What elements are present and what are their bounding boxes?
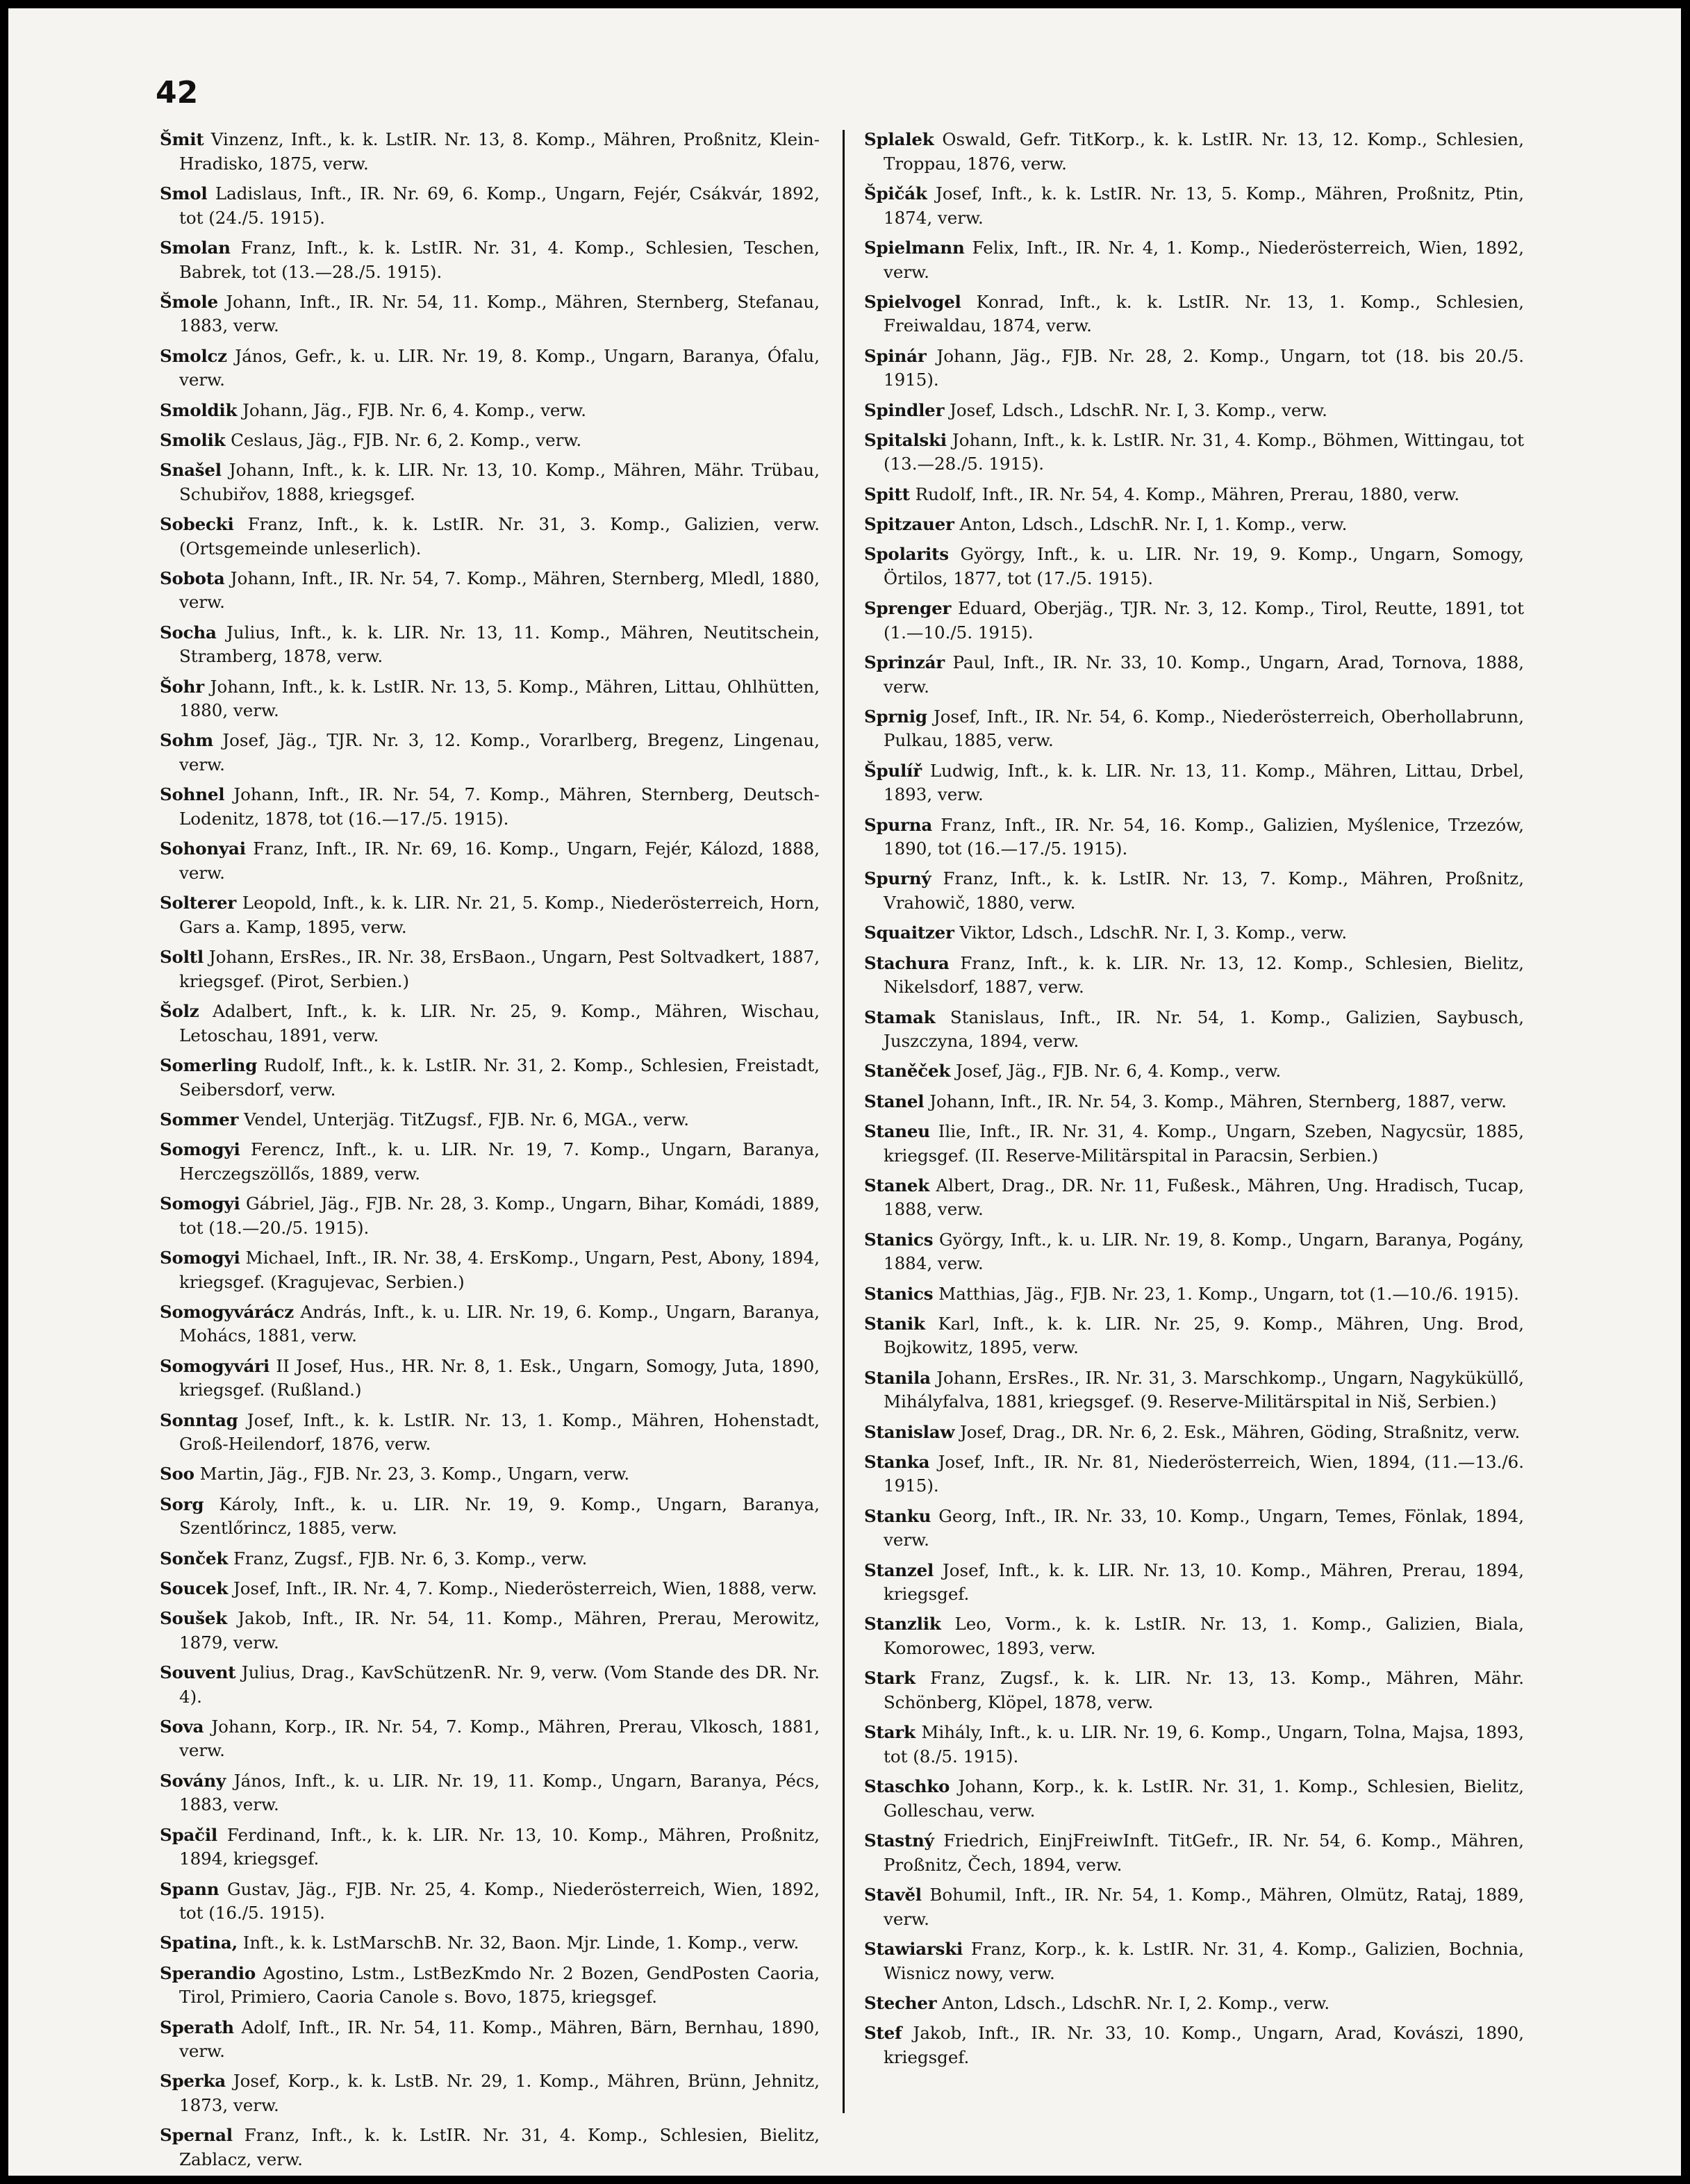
list-entry [160, 783, 820, 831]
entry-text: Franz, Korp., k. k. LstIR. Nr. 31, 4. Komp., Galizien, Bochnia, Wisnicz nowy, verw. [884, 1938, 1524, 1983]
entry-name: Spitalski [864, 429, 947, 450]
entry-text: Karl, Inft., k. k. LIR. Nr. 25, 9. Komp., Mähren, Ung. Brod, Bojkowitz, 1895, verw. [884, 1313, 1524, 1358]
list-entry [864, 1421, 1524, 1445]
entry-name: Smolan [160, 237, 231, 258]
list-entry [864, 1559, 1524, 1607]
list-entry [864, 1992, 1524, 2016]
left-column [160, 128, 820, 2178]
entry-text: Franz, Zugsf., k. k. LIR. Nr. 13, 13. Komp., Mähren, Mähr. Schönberg, Klöpel, 1878, verw. [884, 1668, 1524, 1713]
list-entry [864, 290, 1524, 338]
list-entry [864, 1059, 1524, 1084]
list-entry [864, 1090, 1524, 1114]
entry-name: Špičák [864, 183, 927, 204]
entry-text: Vendel, Unterjäg. TitZugsf., FJB. Nr. 6, MGA., verw. [243, 1109, 690, 1130]
list-entry [864, 1120, 1524, 1168]
list-entry [864, 1883, 1524, 1931]
list-entry [160, 458, 820, 506]
entry-name: Šmole [160, 291, 218, 312]
list-entry [160, 1577, 820, 1601]
list-entry [160, 945, 820, 993]
list-entry [160, 1962, 820, 2010]
entry-name: Sohnel [160, 784, 225, 805]
list-entry [160, 567, 820, 615]
list-entry [160, 675, 820, 723]
list-entry [864, 1450, 1524, 1498]
entry-text: Adalbert, Inft., k. k. LIR. Nr. 25, 9. Komp., Mähren, Wischau, Letoschau, 1891, verw. [179, 1001, 820, 1045]
page-number: 42 [156, 75, 199, 110]
entry-text: Johann, Korp., IR. Nr. 54, 7. Komp., Mähren, Prerau, Vlkosch, 1881, verw. [179, 1716, 820, 1761]
entry-name: Stecher [864, 1992, 937, 2013]
entry-name: Spitzauer [864, 513, 954, 534]
entry-name: Spurný [864, 868, 931, 889]
entry-text: Leo, Vorm., k. k. LstIR. Nr. 13, 1. Komp., Galizien, Biala, Komorowec, 1893, verw. [884, 1614, 1524, 1659]
entry-name: Stanila [864, 1367, 931, 1388]
entry-name: Stanzel [864, 1560, 934, 1580]
entry-name: Stastný [864, 1830, 934, 1851]
entry-text: Viktor, Ldsch., LdschR. Nr. I, 3. Komp., verw. [959, 923, 1348, 943]
entry-name: Somogyi [160, 1247, 240, 1268]
entry-text: Johann, Inft., k. k. LstIR. Nr. 13, 5. Komp., Mähren, Littau, Ohlhütten, 1880, verw. [179, 676, 820, 721]
entry-name: Stawiarski [864, 1938, 963, 1959]
entry-name: Sperandio [160, 1962, 256, 1983]
list-entry [160, 621, 820, 669]
entry-name: Smolcz [160, 345, 227, 366]
list-entry [160, 128, 820, 176]
entry-name: Stamak [864, 1007, 936, 1027]
list-entry [160, 1300, 820, 1348]
entry-text: Josef, Inft., k. k. LstIR. Nr. 13, 5. Komp., Mähren, Proßnitz, Ptin, 1874, verw. [884, 183, 1524, 228]
entry-text: Vinzenz, Inft., k. k. LstIR. Nr. 13, 8. Komp., Mähren, Proßnitz, Klein-Hradisko, 1875, verw. [179, 129, 820, 174]
entry-name: Somogyvárácz [160, 1301, 294, 1322]
list-entry [160, 1409, 820, 1457]
entry-name: Spann [160, 1878, 219, 1899]
list-entry [864, 1312, 1524, 1360]
entry-name: Stanics [864, 1229, 934, 1250]
list-entry [160, 1462, 820, 1487]
entry-name: Sohm [160, 730, 213, 751]
list-entry [160, 1769, 820, 1817]
list-entry [160, 236, 820, 284]
entry-text: Jakob, Inft., IR. Nr. 33, 10. Komp., Ungarn, Arad, Kovászi, 1890, kriegsgef. [884, 2023, 1524, 2067]
list-entry [160, 429, 820, 453]
entry-text: Josef, Drag., DR. Nr. 6, 2. Esk., Mähren, Göding, Straßnitz, verw. [960, 1421, 1521, 1442]
entry-text: Inft., k. k. LstMarschB. Nr. 32, Baon. Mjr. Linde, 1. Komp., verw. [242, 1933, 800, 1953]
list-entry [160, 290, 820, 338]
entry-text: Anton, Ldsch., LdschR. Nr. I, 2. Komp., verw. [942, 1992, 1330, 2013]
list-entry [864, 1006, 1524, 1054]
list-entry [160, 1547, 820, 1571]
entry-name: Somogyi [160, 1139, 240, 1160]
entry-text: Josef, Inft., k. k. LstIR. Nr. 13, 1. Komp., Mähren, Hohenstadt, Groß-Heilendorf, 1876, verw. [179, 1409, 820, 1455]
list-entry [864, 1174, 1524, 1222]
list-entry [160, 345, 820, 392]
list-entry [864, 236, 1524, 284]
entry-name: Stachura [864, 952, 950, 973]
entry-text: Ludwig, Inft., k. k. LIR. Nr. 13, 11. Komp., Mähren, Littau, Drbel, 1893, verw. [884, 760, 1524, 805]
entry-text: Matthias, Jäg., FJB. Nr. 23, 1. Komp., Ungarn, tot (1.—10./6. 1915). [938, 1283, 1519, 1304]
entry-text: Julius, Inft., k. k. LIR. Nr. 13, 11. Komp., Mähren, Neutitschein, Stramberg, 1878, verw. [179, 622, 820, 667]
entry-name: Stanka [864, 1451, 930, 1472]
list-entry [160, 1054, 820, 1102]
list-entry [864, 1505, 1524, 1553]
list-entry [864, 1666, 1524, 1714]
entry-text: Bohumil, Inft., IR. Nr. 54, 1. Komp., Mähren, Olmütz, Rataj, 1889, verw. [884, 1885, 1524, 1929]
entry-name: Smolik [160, 429, 226, 450]
entry-text: Johann, Inft., IR. Nr. 54, 7. Komp., Mähren, Sternberg, Deutsch-Lodenitz, 1878, tot (16.—17./5. 1915). [179, 784, 820, 829]
entry-text: Ladislaus, Inft., IR. Nr. 69, 6. Komp., Ungarn, Fejér, Csákvár, 1892, tot (24./5. 1915). [179, 183, 820, 228]
entry-name: Soušek [160, 1607, 228, 1628]
entry-name: Souvent [160, 1662, 236, 1682]
entry-name: Spolarits [864, 544, 949, 565]
entry-text: Eduard, Oberjäg., TJR. Nr. 3, 12. Komp., Tirol, Reutte, 1891, tot (1.—10./5. 1915). [884, 597, 1524, 643]
entry-text: Michael, Inft., IR. Nr. 38, 4. ErsKomp., Ungarn, Pest, Abony, 1894, kriegsgef. (Kragujevac, Serbien.) [179, 1247, 820, 1292]
entry-name: Stanics [864, 1283, 934, 1304]
entry-text: Mihály, Inft., k. u. LIR. Nr. 19, 6. Komp., Ungarn, Tolna, Majsa, 1893, tot (8./5. 1915). [884, 1722, 1524, 1767]
list-entry [864, 1612, 1524, 1660]
entry-name: Sonntag [160, 1409, 238, 1430]
entry-text: Franz, Zugsf., FJB. Nr. 6, 3. Komp., verw. [233, 1548, 588, 1569]
entry-name: Šolz [160, 1001, 199, 1021]
list-entry [160, 1000, 820, 1048]
entry-text: Leopold, Inft., k. k. LIR. Nr. 21, 5. Komp., Niederösterreich, Horn, Gars a. Kamp, 1895, verw. [179, 893, 820, 937]
entry-name: Šmit [160, 129, 204, 149]
list-entry [160, 837, 820, 885]
entry-name: Stanel [864, 1091, 925, 1111]
list-entry [864, 1775, 1524, 1823]
entry-text: György, Inft., k. u. LIR. Nr. 19, 8. Komp., Ungarn, Baranya, Pogány, 1884, verw. [884, 1229, 1524, 1274]
entry-text: Ceslaus, Jäg., FJB. Nr. 6, 2. Komp., verw. [231, 429, 582, 450]
entry-name: Spernal [160, 2125, 233, 2146]
list-entry [160, 1355, 820, 1403]
entry-name: Stanku [864, 1505, 931, 1526]
entry-text: Franz, Inft., k. k. LstIR. Nr. 31, 4. Komp., Schlesien, Teschen, Babrek, tot (13.—28./5. 1915). [179, 237, 820, 282]
entry-name: Soo [160, 1464, 194, 1484]
entry-text: Georg, Inft., IR. Nr. 33, 10. Komp., Ungarn, Temes, Fönlak, 1894, verw. [884, 1505, 1524, 1550]
entry-name: Somerling [160, 1054, 258, 1075]
entry-text: Johann, ErsRes., IR. Nr. 38, ErsBaon., Ungarn, Pest Soltvadkert, 1887, kriegsgef. (Pirot, Serbien.) [179, 947, 820, 991]
entry-text: Rudolf, Inft., IR. Nr. 54, 4. Komp., Mähren, Prerau, 1880, verw. [915, 483, 1460, 504]
list-entry [864, 1228, 1524, 1276]
list-entry [160, 2124, 820, 2171]
entry-name: Šohr [160, 676, 204, 697]
list-entry [160, 1108, 820, 1132]
list-entry [160, 399, 820, 423]
entry-name: Soucek [160, 1578, 229, 1598]
entry-text: Franz, Inft., IR. Nr. 69, 16. Komp., Ungarn, Fejér, Kálozd, 1888, verw. [179, 838, 820, 883]
entry-text: Julius, Drag., KavSchützenR. Nr. 9, verw. (Vom Stande des DR. Nr. 4). [179, 1662, 820, 1707]
entry-text: Károly, Inft., k. u. LIR. Nr. 19, 9. Komp., Ungarn, Baranya, Szentlőrincz, 1885, verw. [179, 1494, 820, 1539]
list-entry [160, 1493, 820, 1541]
entry-text: Josef, Inft., k. k. LIR. Nr. 13, 10. Komp., Mähren, Prerau, 1894, kriegsgef. [884, 1560, 1524, 1605]
entry-name: Sperka [160, 2071, 226, 2092]
entry-text: Gábriel, Jäg., FJB. Nr. 28, 3. Komp., Ungarn, Bihar, Komádi, 1889, tot (18.—20./5. 1915). [179, 1193, 820, 1238]
list-entry [864, 399, 1524, 423]
entry-name: Staschko [864, 1776, 950, 1797]
list-entry [160, 1192, 820, 1240]
entry-text: Konrad, Inft., k. k. LstIR. Nr. 13, 1. Komp., Schlesien, Freiwaldau, 1874, verw. [884, 291, 1524, 336]
entry-name: Sobota [160, 568, 225, 588]
list-entry [864, 182, 1524, 230]
entry-name: Stanek [864, 1175, 930, 1196]
entry-name: Staneu [864, 1120, 930, 1141]
entry-name: Spurna [864, 814, 933, 835]
list-entry [864, 2021, 1524, 2069]
list-entry [864, 705, 1524, 753]
entry-name: Solterer [160, 893, 237, 913]
entry-text: Ferencz, Inft., k. u. LIR. Nr. 19, 7. Komp., Ungarn, Baranya, Herczegszöllős, 1889, verw. [179, 1139, 820, 1184]
entry-name: Sprenger [864, 597, 952, 618]
entry-name: Smol [160, 183, 208, 204]
entry-name: Sommer [160, 1109, 239, 1130]
list-entry [864, 759, 1524, 807]
list-entry [160, 182, 820, 230]
entry-name: Spatina, [160, 1933, 238, 1953]
list-entry [160, 1138, 820, 1186]
entry-name: Stark [864, 1668, 916, 1689]
entry-name: Stanislaw [864, 1421, 955, 1442]
list-entry [864, 867, 1524, 915]
entry-text: Stanislaus, Inft., IR. Nr. 54, 1. Komp., Galizien, Saybusch, Juszczyna, 1894, verw. [884, 1007, 1524, 1052]
entry-text: II Josef, Hus., HR. Nr. 8, 1. Esk., Ungarn, Somogy, Juta, 1890, kriegsgef. (Rußland.) [179, 1355, 820, 1400]
list-entry [160, 1715, 820, 1763]
entry-text: Josef, Inft., IR. Nr. 81, Niederösterreich, Wien, 1894, (11.—13./6. 1915). [884, 1451, 1524, 1496]
list-entry [160, 2016, 820, 2064]
entry-name: Snašel [160, 459, 222, 480]
list-entry [864, 128, 1524, 176]
entry-text: Franz, Inft., IR. Nr. 54, 16. Komp., Galizien, Myślenice, Trzezów, 1890, tot (16.—17./5. 1915). [884, 814, 1524, 859]
entry-name: Socha [160, 622, 217, 643]
entry-name: Somogyvári [160, 1355, 270, 1376]
entry-text: Johann, Inft., IR. Nr. 54, 3. Komp., Mähren, Sternberg, 1887, verw. [929, 1091, 1507, 1111]
entry-text: Johann, Korp., k. k. LstIR. Nr. 31, 1. Komp., Schlesien, Bielitz, Golleschau, verw. [884, 1776, 1524, 1821]
entry-name: Spitt [864, 483, 910, 504]
entry-name: Špulíř [864, 760, 922, 781]
entry-text: János, Gefr., k. u. LIR. Nr. 19, 8. Komp., Ungarn, Baranya, Ófalu, verw. [179, 345, 820, 390]
entry-text: Johann, ErsRes., IR. Nr. 31, 3. Marschkomp., Ungarn, Nagyküküllő, Mihályfalva, 1881, kriegsgef. (9. Reserve-Militärspital in Niš, Serbien.) [884, 1367, 1524, 1412]
entry-text: Franz, Inft., k. k. LstIR. Nr. 31, 3. Komp., Galizien, verw. (Ortsgemeinde unleserlich). [179, 513, 820, 559]
list-entry [160, 729, 820, 777]
entry-text: Johann, Inft., IR. Nr. 54, 11. Komp., Mähren, Sternberg, Stefanau, 1883, verw. [179, 291, 820, 336]
entry-name: Squaitzer [864, 923, 954, 943]
entry-text: Gustav, Jäg., FJB. Nr. 25, 4. Komp., Niederösterreich, Wien, 1892, tot (16./5. 1915). [179, 1878, 820, 1924]
entry-text: Jakob, Inft., IR. Nr. 54, 11. Komp., Mähren, Prerau, Merowitz, 1879, verw. [179, 1607, 820, 1653]
list-entry [864, 513, 1524, 537]
entry-name: Sprnig [864, 706, 927, 727]
entry-name: Sovány [160, 1770, 226, 1791]
entry-text: Franz, Inft., k. k. LIR. Nr. 13, 12. Komp., Schlesien, Bielitz, Nikelsdorf, 1887, verw. [884, 952, 1524, 998]
entry-text: Josef, Jäg., TJR. Nr. 3, 12. Komp., Vorarlberg, Bregenz, Lingenau, verw. [179, 730, 820, 775]
entry-name: Spielvogel [864, 291, 961, 312]
entry-name: Stark [864, 1722, 916, 1743]
list-entry [864, 1937, 1524, 1985]
list-entry [160, 1607, 820, 1655]
entry-name: Soltl [160, 947, 204, 968]
list-entry [864, 813, 1524, 861]
entry-text: Franz, Inft., k. k. LstIR. Nr. 13, 7. Komp., Mähren, Proßnitz, Vrahowič, 1880, verw. [884, 868, 1524, 913]
list-entry [160, 1931, 820, 1955]
list-entry [864, 597, 1524, 645]
list-entry [864, 921, 1524, 945]
entry-text: Rudolf, Inft., k. k. LstIR. Nr. 31, 2. Komp., Schlesien, Freistadt, Seibersdorf, verw. [179, 1054, 820, 1100]
entry-text: Josef, Inft., IR. Nr. 4, 7. Komp., Niederösterreich, Wien, 1888, verw. [233, 1578, 818, 1598]
entry-name: Sperath [160, 2017, 234, 2037]
entry-name: Sprinzár [864, 652, 945, 672]
entry-name: Stanik [864, 1313, 925, 1334]
list-entry [160, 2069, 820, 2117]
entry-text: András, Inft., k. u. LIR. Nr. 19, 6. Komp., Ungarn, Baranya, Mohács, 1881, verw. [179, 1301, 820, 1346]
entry-name: Sova [160, 1716, 204, 1737]
entry-text: Josef, Korp., k. k. LstB. Nr. 29, 1. Komp., Mähren, Brünn, Jehnitz, 1873, verw. [179, 2071, 820, 2116]
list-entry [864, 1721, 1524, 1769]
list-entry [160, 513, 820, 561]
right-column [864, 128, 1524, 2076]
list-entry [160, 1878, 820, 1926]
entry-text: Albert, Drag., DR. Nr. 11, Fußesk., Mähren, Ung. Hradisch, Tucap, 1888, verw. [884, 1175, 1524, 1220]
entry-text: Johann, Jäg., FJB. Nr. 28, 2. Komp., Ungarn, tot (18. bis 20./5. 1915). [884, 345, 1524, 390]
list-entry [864, 651, 1524, 699]
entry-name: Spinár [864, 345, 927, 366]
entry-text: Josef, Jäg., FJB. Nr. 6, 4. Komp., verw. [955, 1061, 1282, 1082]
entry-name: Stef [864, 2023, 902, 2044]
list-entry [864, 1366, 1524, 1414]
list-entry [160, 1823, 820, 1871]
book-page [8, 8, 1681, 2176]
list-entry [864, 1829, 1524, 1877]
column-divider [843, 130, 845, 2113]
entry-text: Johann, Inft., IR. Nr. 54, 7. Komp., Mähren, Sternberg, Mledl, 1880, verw. [179, 568, 820, 613]
entry-text: János, Inft., k. u. LIR. Nr. 19, 11. Komp., Ungarn, Baranya, Pécs, 1883, verw. [179, 1770, 820, 1815]
entry-text: Johann, Inft., k. k. LIR. Nr. 13, 10. Komp., Mähren, Mähr. Trübau, Schubiřov, 1888, kriegsgef. [179, 459, 820, 504]
entry-text: Felix, Inft., IR. Nr. 4, 1. Komp., Niederösterreich, Wien, 1892, verw. [884, 237, 1524, 282]
entry-name: Sobecki [160, 513, 234, 534]
entry-text: Ferdinand, Inft., k. k. LIR. Nr. 13, 10. Komp., Mähren, Proßnitz, 1894, kriegsgef. [179, 1824, 820, 1869]
entry-text: Paul, Inft., IR. Nr. 33, 10. Komp., Ungarn, Arad, Tornova, 1888, verw. [884, 652, 1524, 697]
entry-text: Johann, Inft., k. k. LstIR. Nr. 31, 4. Komp., Böhmen, Wittingau, tot (13.—28./5. 1915). [884, 429, 1524, 474]
list-entry [864, 483, 1524, 507]
list-entry [160, 1661, 820, 1709]
entry-text: Anton, Ldsch., LdschR. Nr. I, 1. Komp., verw. [959, 513, 1348, 534]
entry-text: Josef, Inft., IR. Nr. 54, 6. Komp., Niederösterreich, Oberhollabrunn, Pulkau, 1885, verw. [884, 706, 1524, 751]
entry-name: Spielmann [864, 237, 965, 258]
entry-name: Staněček [864, 1061, 951, 1082]
entry-name: Sorg [160, 1494, 204, 1514]
entry-name: Spindler [864, 399, 945, 420]
entry-text: Martin, Jäg., FJB. Nr. 23, 3. Komp., Ungarn, verw. [199, 1464, 630, 1484]
list-entry [864, 543, 1524, 590]
list-entry [864, 1282, 1524, 1307]
entry-text: Johann, Jäg., FJB. Nr. 6, 4. Komp., verw. [242, 399, 586, 420]
entry-name: Sohonyai [160, 838, 246, 859]
entry-name: Splalek [864, 129, 934, 149]
entry-name: Spačil [160, 1824, 218, 1845]
entry-text: Adolf, Inft., IR. Nr. 54, 11. Komp., Mähren, Bärn, Bernhau, 1890, verw. [179, 2017, 820, 2062]
list-entry [864, 429, 1524, 477]
entry-text: Josef, Ldsch., LdschR. Nr. I, 3. Komp., verw. [950, 399, 1327, 420]
entry-text: Agostino, Lstm., LstBezKmdo Nr. 2 Bozen, GendPosten Caoria, Tirol, Primiero, Caoria Canole s. Bovo, 1875, kriegsgef. [179, 1962, 820, 2008]
entry-text: Ilie, Inft., IR. Nr. 31, 4. Komp., Ungarn, Szeben, Nagycsür, 1885, kriegsgef. (II. Reserve-Militärspital in Paracsin, Serbien.) [884, 1120, 1524, 1166]
list-entry [864, 345, 1524, 392]
entry-text: Oswald, Gefr. TitKorp., k. k. LstIR. Nr. 13, 12. Komp., Schlesien, Troppau, 1876, verw. [884, 129, 1524, 174]
list-entry [160, 1246, 820, 1294]
entry-name: Sonček [160, 1548, 229, 1569]
entry-name: Stavěl [864, 1885, 922, 1905]
entry-name: Smoldik [160, 399, 238, 420]
entry-text: Friedrich, EinjFreiwInft. TitGefr., IR. Nr. 54, 6. Komp., Mähren, Proßnitz, Čech, 1894, verw. [884, 1830, 1524, 1875]
entry-text: Franz, Inft., k. k. LstIR. Nr. 31, 4. Komp., Schlesien, Bielitz, Zablacz, verw. [179, 2125, 820, 2170]
list-entry [864, 952, 1524, 1000]
entry-name: Somogyi [160, 1193, 240, 1214]
entry-text: György, Inft., k. u. LIR. Nr. 19, 9. Komp., Ungarn, Somogy, Örtilos, 1877, tot (17./5. 1915). [884, 544, 1524, 588]
list-entry [160, 891, 820, 939]
entry-name: Stanzlik [864, 1614, 941, 1635]
